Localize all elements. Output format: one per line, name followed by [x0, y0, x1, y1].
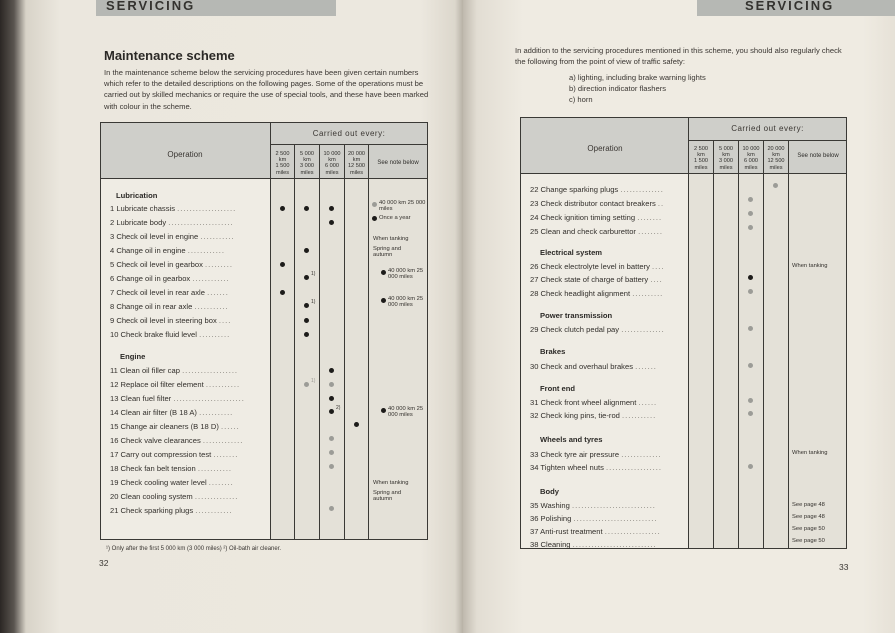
schedule-dot	[304, 303, 309, 308]
table-row: 24 Check ignition timing setting ........	[530, 213, 663, 222]
list-item: b) direction indicator flashers	[569, 83, 667, 93]
table-row: 36 Polishing ...........................	[530, 514, 658, 523]
schedule-dot	[748, 211, 753, 216]
schedule-dot	[381, 270, 386, 275]
schedule-dot	[329, 409, 334, 414]
note: 40 000 km 25 000 miles	[379, 200, 426, 213]
table-row: 6 Change oil in gearbox ............	[110, 274, 230, 283]
note: See page 48	[792, 502, 825, 508]
intro-paragraph-right: In addition to the servicing procedures mentioned in this scheme, you should also regularly check the following from the point of view of traffic safety:	[515, 46, 842, 67]
right-page	[463, 0, 895, 633]
section-heading-engine: Engine	[120, 352, 146, 361]
table-row: 10 Check brake fluid level ..........	[110, 330, 231, 339]
table-row: 35 Washing ...........................	[530, 501, 656, 510]
page-title: Maintenance scheme	[104, 48, 235, 63]
page-number: 33	[839, 562, 849, 572]
table-row: 15 Change air cleaners (B 18 D) ......	[110, 422, 240, 431]
superscript: 2)	[336, 405, 341, 411]
schedule-dot	[304, 275, 309, 280]
schedule-dot	[329, 368, 334, 373]
interval-col-1: 2 500 km 1 500 miles	[275, 151, 290, 176]
section-heading-electrical: Electrical system	[540, 248, 603, 257]
section-heading-front-end: Front end	[540, 384, 576, 393]
schedule-dot	[329, 450, 334, 455]
table-row: 2 Lubricate body .....................	[110, 218, 234, 227]
operation-header: Operation	[167, 150, 203, 159]
section-heading-body: Body	[540, 487, 559, 496]
note: See page 48	[792, 514, 825, 520]
note: 40 000 km 25 000 miles	[388, 268, 424, 281]
table-row: 3 Check oil level in engine ...........	[110, 232, 235, 241]
section-heading-power-transmission: Power transmission	[540, 311, 613, 320]
schedule-dot	[329, 436, 334, 441]
note: When tanking	[792, 450, 828, 456]
schedule-dot	[748, 411, 753, 416]
schedule-dot	[748, 326, 753, 331]
interval-col-2: 5 000 km 3 000 miles	[300, 151, 314, 176]
schedule-dot	[748, 398, 753, 403]
maintenance-table-left	[100, 122, 428, 540]
superscript: 1)	[311, 378, 316, 384]
note: 40 000 km 25 000 miles	[388, 406, 424, 419]
table-row: 22 Change sparking plugs ..............	[530, 185, 664, 194]
interval-col-4: 20 000 km 12 500 miles	[347, 151, 366, 176]
safety-check-list	[569, 73, 819, 105]
table-row: 18 Check fan belt tension ...........	[110, 464, 233, 473]
operation-header: Operation	[587, 144, 623, 153]
schedule-dot	[381, 298, 386, 303]
carried-out-header: Carried out every:	[731, 124, 804, 133]
schedule-dot	[381, 408, 386, 413]
superscript: 1)	[311, 299, 316, 305]
table-row: 26 Check electrolyte level in battery ....	[530, 262, 665, 271]
page-number: 32	[99, 558, 109, 568]
note: When tanking	[373, 480, 409, 486]
schedule-dot	[372, 216, 377, 221]
section-heading-brakes: Brakes	[540, 347, 566, 356]
table-row: 38 Cleaning ...........................	[530, 540, 657, 549]
schedule-dot	[329, 506, 334, 511]
table-row: 27 Check state of charge of battery ....	[530, 275, 663, 284]
table-row: 16 Check valve clearances .............	[110, 436, 244, 445]
table-row: 4 Change oil in engine ............	[110, 246, 226, 255]
table-row: 31 Check front wheel alignment ......	[530, 398, 658, 407]
schedule-dot	[748, 275, 753, 280]
table-row: 17 Carry out compression test ........	[110, 450, 239, 459]
intro-paragraph: In the maintenance scheme below the servicing procedures have been given certain numbers which refer to the detailed descriptions on the following pages. Some of the operations must be carried out by skilled mechanics or require the use of special tools, and these have been marked with colour in the scheme.	[104, 68, 429, 111]
table-row: 33 Check tyre air pressure .............	[530, 450, 662, 459]
table-row: 30 Check and overhaul brakes .......	[530, 362, 657, 371]
see-note-header: See note below	[797, 153, 839, 159]
interval-col-3: 10 000 km 6 000 miles	[742, 146, 760, 171]
table-row: 1 Lubricate chassis ...................	[110, 204, 237, 213]
schedule-dot	[748, 363, 753, 368]
table-row: 13 Clean fuel filter .......................	[110, 394, 245, 403]
table-row: 8 Change oil in rear axle ...........	[110, 302, 229, 311]
see-note-header: See note below	[377, 160, 419, 166]
table-row: 12 Replace oil filter element ...........	[110, 380, 241, 389]
table-row: 23 Check distributor contact breakers ..	[530, 199, 665, 208]
table-row: 7 Check oil level in rear axle .......	[110, 288, 229, 297]
schedule-dot	[748, 289, 753, 294]
list-item: a) lighting, including brake warning lights	[569, 73, 706, 82]
schedule-dot	[304, 318, 309, 323]
schedule-dot	[372, 202, 377, 207]
footnote: ¹) Only after the first 5 000 km (3 000 miles) ²) Oil-bath air cleaner.	[106, 546, 282, 552]
table-row: 19 Check cooling water level ........	[110, 478, 234, 487]
note: See page 50	[792, 538, 825, 544]
section-heading-lubrication: Lubrication	[116, 191, 158, 200]
schedule-dot	[329, 220, 334, 225]
note: Spring and autumn	[373, 246, 402, 259]
schedule-dot	[280, 262, 285, 267]
note: See page 50	[792, 526, 825, 532]
schedule-dot	[748, 464, 753, 469]
schedule-dot	[304, 382, 309, 387]
table-row: 34 Tighten wheel nuts ..................	[530, 463, 662, 472]
right-page-header: SERVICING	[697, 0, 895, 16]
interval-col-2: 5 000 km 3 000 miles	[719, 146, 733, 171]
schedule-dot	[329, 382, 334, 387]
schedule-dot	[329, 464, 334, 469]
schedule-dot	[354, 422, 359, 427]
table-row: 25 Clean and check carburettor ........	[530, 227, 663, 236]
table-row: 32 Check king pins, tie-rod ...........	[530, 411, 657, 420]
interval-col-3: 10 000 km 6 000 miles	[323, 151, 341, 176]
schedule-dot	[329, 396, 334, 401]
schedule-dot	[748, 225, 753, 230]
table-row: 14 Clean air filter (B 18 A) ...........	[110, 408, 234, 417]
list-item: c) horn	[569, 94, 593, 104]
interval-col-1: 2 500 km 1 500 miles	[694, 146, 708, 171]
carried-out-header: Carried out every:	[312, 129, 386, 138]
table-row: 21 Check sparking plugs ............	[110, 506, 233, 515]
note: Spring and autumn	[373, 490, 402, 503]
table-row: 29 Check clutch pedal pay ..............	[530, 325, 665, 334]
section-heading-wheels-tyres: Wheels and tyres	[540, 435, 603, 444]
schedule-dot	[304, 332, 309, 337]
note: When tanking	[373, 236, 409, 242]
left-page-header: SERVICING	[96, 0, 336, 16]
table-row: 9 Check oil level in steering box ....	[110, 316, 232, 325]
interval-col-4: 20 000 km 12 500 miles	[767, 146, 785, 171]
table-row: 11 Clean oil filler cap ..................	[110, 366, 239, 375]
schedule-dot	[329, 206, 334, 211]
superscript: 1)	[311, 271, 316, 277]
schedule-dot	[280, 206, 285, 211]
table-row: 28 Check headlight alignment ..........	[530, 289, 664, 298]
note: Once a year	[379, 215, 411, 221]
schedule-dot	[280, 290, 285, 295]
table-row: 20 Clean cooling system ..............	[110, 492, 239, 501]
maintenance-table-right	[520, 117, 847, 549]
schedule-dot	[748, 197, 753, 202]
schedule-dot	[773, 183, 778, 188]
note: When tanking	[792, 263, 828, 269]
schedule-dot	[304, 206, 309, 211]
schedule-dot	[304, 248, 309, 253]
table-row: 37 Anti-rust treatment ..................	[530, 527, 661, 536]
table-row: 5 Check oil level in gearbox .........	[110, 260, 233, 269]
note: 40 000 km 25 000 miles	[388, 296, 424, 309]
